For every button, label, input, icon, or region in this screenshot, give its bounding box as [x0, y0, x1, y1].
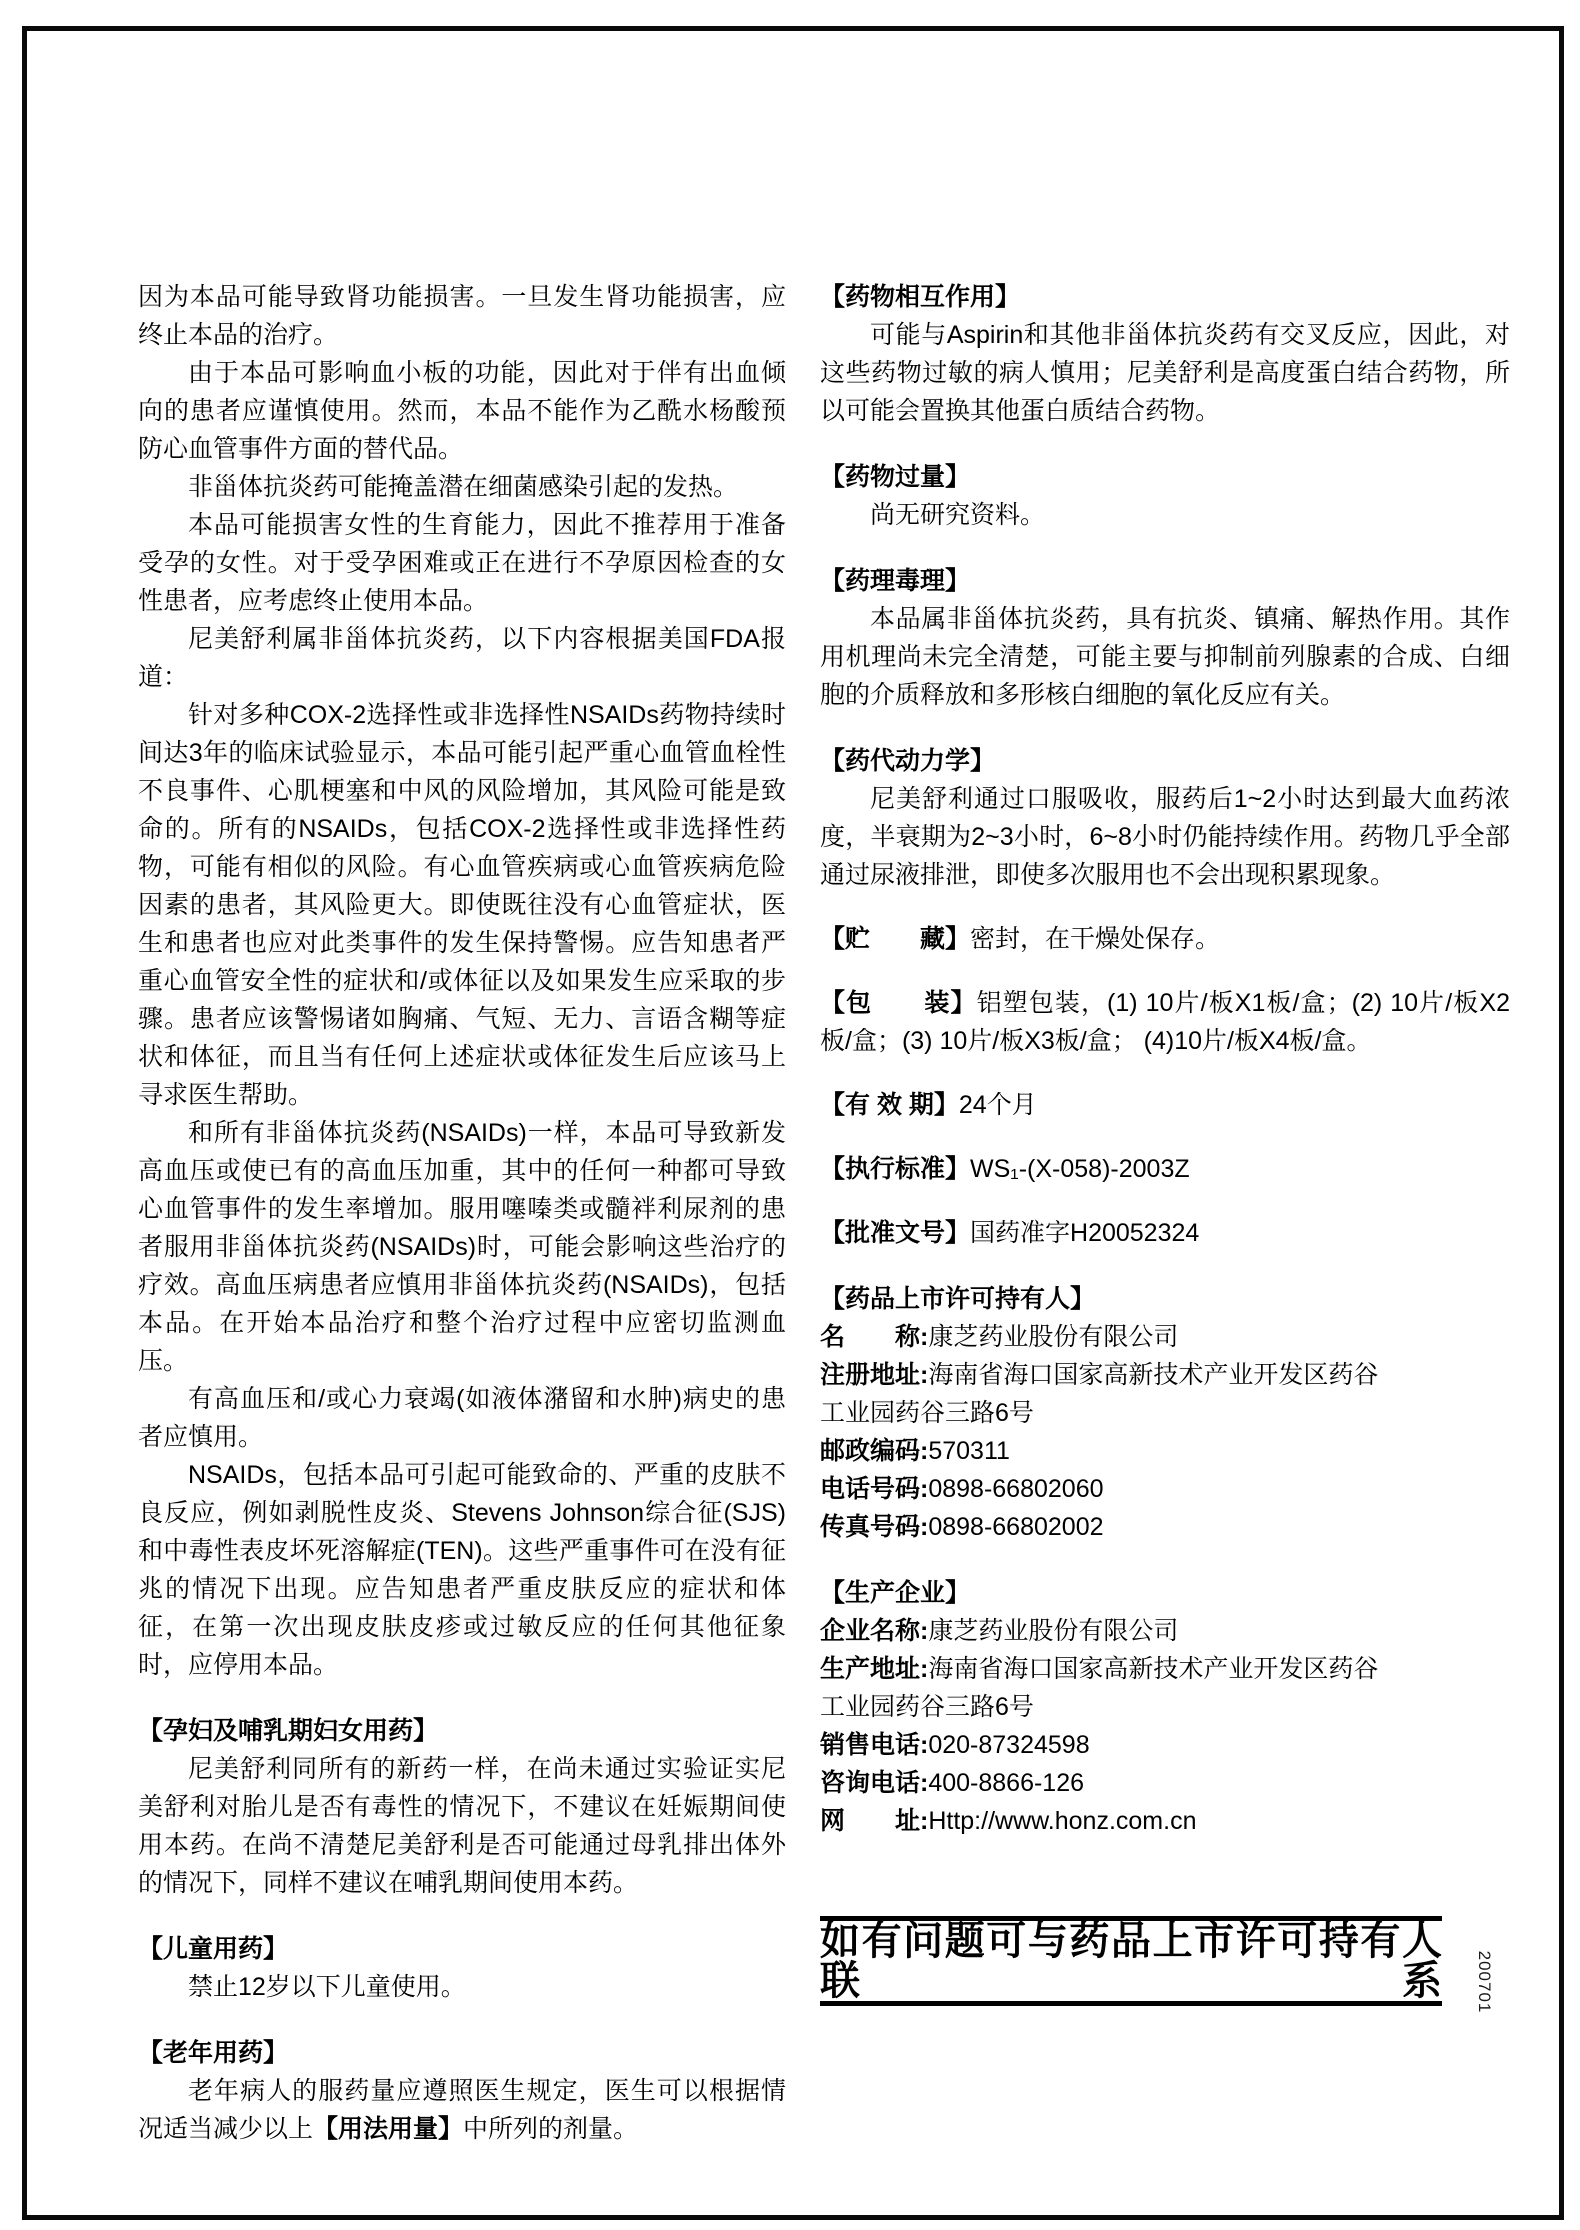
text-run: 本品可能损害女性的生育能力，因此不推荐用于准备受孕的女性。对于受孕困难或正在进行不孕原因检查的女性患者，应考虑终止使用本品。	[138, 511, 786, 615]
print-version-code: 200701	[1475, 1950, 1494, 2014]
paragraph	[138, 1114, 786, 1380]
paragraph	[820, 1214, 1510, 1252]
paragraph	[138, 620, 786, 696]
paragraph	[820, 1150, 1510, 1188]
text-run: 老年病人的服药量应遵照医生规定，医生可以根据情况适当减少以上	[138, 2077, 786, 2143]
text-run: 尼美舒利通过口服吸收，服药后1~2小时达到最大血药浓度，半衰期为2~3小时，6~8小时仍能持续作用。药物几乎全部通过尿液排泄，即使多次服用也不会出现积累现象。	[820, 785, 1510, 889]
paragraph	[820, 1086, 1510, 1124]
text-run: 康芝药业股份有限公司	[928, 1617, 1179, 1645]
text-run: 铝塑包装，(1) 10片/板X1板/盒；(2) 10片/板X2板/盒；(3) 10片/板X3板/盒； (4)10片/板X4板/盒。	[820, 989, 1510, 1055]
text-run: 针对多种COX-2选择性或非选择性NSAIDs药物持续时间达3年的临床试验显示，本品可能引起严重心血管血栓性不良事件、心肌梗塞和中风的风险增加，其风险可能是致命的。所有的NSAIDs，包括COX-2选择性或非选择性药物，可能有相似的风险。有心血管疾病或心血管疾病危险因素的患者，其风险更大。即使既往没有心血管症状，医生和患者也应对此类事件的发生保持警惕。应告知患者严重心血管安全性的症状和/或体征以及如果发生应采取的步骤。患者应该警惕诸如胸痛、气短、无力、言语含糊等症状和体征，而且当有任何上述症状或体征发生后应该马上寻求医生帮助。	[138, 701, 786, 1109]
text-run: WS₁-(X-058)-2003Z	[970, 1155, 1190, 1183]
section-header: 【药理毒理】	[820, 567, 971, 595]
paragraph	[820, 1650, 1510, 1688]
text-run: 康芝药业股份有限公司	[928, 1323, 1179, 1351]
text-run: 020-87324598	[928, 1731, 1090, 1759]
paragraph	[820, 1432, 1510, 1470]
section-header: 【生产企业】	[820, 1579, 971, 1607]
text-run: 24个月	[958, 1091, 1037, 1119]
paragraph	[820, 1688, 1510, 1726]
text-run: Http://www.honz.com.cn	[928, 1807, 1197, 1835]
text-run: 工业园药谷三路6号	[820, 1693, 1034, 1721]
contact-notice-text: 如有问题可与药品上市许可持有人联系	[820, 1919, 1442, 2003]
bold-label-run: 【包 装】	[820, 989, 977, 1017]
text-run: 0898-66802060	[928, 1475, 1104, 1503]
text-run: 400-8866-126	[928, 1769, 1085, 1797]
contact-notice-banner	[820, 1916, 1442, 2006]
bold-label-run: 咨询电话:	[820, 1769, 929, 1797]
paragraph	[820, 316, 1510, 430]
paragraph	[820, 1612, 1510, 1650]
text-run: 尼美舒利属非甾体抗炎药，以下内容根据美国FDA报道：	[138, 625, 786, 691]
text-run: 工业园药谷三路6号	[820, 1399, 1034, 1427]
bold-label-run: 【执行标准】	[820, 1155, 971, 1183]
text-run: 密封，在干燥处保存。	[970, 925, 1221, 953]
text-run: 本品属非甾体抗炎药，具有抗炎、镇痛、解热作用。其作用机理尚未完全清楚，可能主要与抑制前列腺素的合成、白细胞的介质释放和多形核白细胞的氧化反应有关。	[820, 605, 1510, 709]
paragraph	[138, 1456, 786, 1684]
paragraph	[138, 468, 786, 506]
bold-label-run: 名 称:	[820, 1323, 929, 1351]
paragraph	[820, 780, 1510, 894]
text-run: 海南省海口国家高新技术产业开发区药谷	[928, 1655, 1379, 1683]
text-run: 570311	[928, 1437, 1010, 1465]
section-header: 【药代动力学】	[820, 747, 996, 775]
text-run: 和所有非甾体抗炎药(NSAIDs)一样，本品可导致新发高血压或使已有的高血压加重，其中的任何一种都可导致心血管事件的发生率增加。服用噻嗪类或髓袢利尿剂的患者服用非甾体抗炎药(NSAIDs)时，可能会影响这些治疗的疗效。高血压病患者应慎用非甾体抗炎药(NSAIDs)，包括本品。在开始本品治疗和整个治疗过程中应密切监测血压。	[138, 1119, 786, 1375]
paragraph	[820, 1356, 1510, 1394]
bold-label-run: 传真号码:	[820, 1513, 929, 1541]
paragraph	[820, 984, 1510, 1060]
paragraph	[138, 1380, 786, 1456]
text-run: 有高血压和/或心力衰竭(如液体潴留和水肿)病史的患者应慎用。	[138, 1385, 786, 1451]
text-run: 尚无研究资料。	[870, 501, 1046, 529]
paragraph	[138, 696, 786, 1114]
text-run: 由于本品可影响血小板的功能，因此对于伴有出血倾向的患者应谨慎使用。然而，本品不能作为乙酰水杨酸预防心血管事件方面的替代品。	[138, 359, 786, 463]
section-header: 【孕妇及哺乳期妇女用药】	[138, 1717, 439, 1745]
bold-label-run: 电话号码:	[820, 1475, 929, 1503]
paragraph	[138, 278, 786, 354]
section-header: 【儿童用药】	[138, 1935, 289, 1963]
paragraph	[138, 1968, 786, 2006]
bold-label-run: 注册地址:	[820, 1361, 929, 1389]
paragraph	[820, 1508, 1510, 1546]
paragraph	[820, 1318, 1510, 1356]
paragraph	[820, 600, 1510, 714]
text-run: 国药准字H20052324	[970, 1219, 1200, 1247]
text-run: 海南省海口国家高新技术产业开发区药谷	[928, 1361, 1379, 1389]
paragraph	[820, 1470, 1510, 1508]
right-column	[820, 278, 1510, 1840]
section-header: 【药物相互作用】	[820, 283, 1021, 311]
paragraph	[820, 1394, 1510, 1432]
paragraph	[820, 1726, 1510, 1764]
paragraph	[820, 920, 1510, 958]
section-header: 【老年用药】	[138, 2039, 289, 2067]
paragraph	[820, 496, 1510, 534]
bold-label-run: 销售电话:	[820, 1731, 929, 1759]
bold-label-run: 【用法用量】	[313, 2115, 464, 2143]
bold-label-run: 【批准文号】	[820, 1219, 971, 1247]
paragraph	[138, 506, 786, 620]
bold-label-run: 【有 效 期】	[820, 1091, 959, 1119]
text-run: 因为本品可能导致肾功能损害。一旦发生肾功能损害，应终止本品的治疗。	[138, 283, 786, 349]
paragraph	[138, 1750, 786, 1902]
paragraph	[138, 2072, 786, 2148]
paragraph	[138, 354, 786, 468]
bold-label-run: 企业名称:	[820, 1617, 929, 1645]
paragraph	[820, 1802, 1510, 1840]
section-header: 【药物过量】	[820, 463, 971, 491]
bold-label-run: 邮政编码:	[820, 1437, 929, 1465]
text-run: NSAIDs，包括本品可引起可能致命的、严重的皮肤不良反应，例如剥脱性皮炎、Stevens Johnson综合征(SJS)和中毒性表皮坏死溶解症(TEN)。这些严重事件可在没有征兆的情况下出现。应告知患者严重皮肤反应的症状和体征，在第一次出现皮肤皮疹或过敏反应的任何其他征象时，应停用本品。	[138, 1461, 786, 1679]
bold-label-run: 【贮 藏】	[820, 925, 971, 953]
text-run: 中所列的剂量。	[463, 2115, 639, 2143]
bold-label-run: 网 址:	[820, 1807, 929, 1835]
left-column	[138, 278, 786, 2148]
text-run: 可能与Aspirin和其他非甾体抗炎药有交叉反应，因此，对这些药物过敏的病人慎用；尼美舒利是高度蛋白结合药物，所以可能会置换其他蛋白质结合药物。	[820, 321, 1510, 425]
text-run: 非甾体抗炎药可能掩盖潜在细菌感染引起的发热。	[188, 473, 739, 501]
paragraph	[820, 1764, 1510, 1802]
text-run: 禁止12岁以下儿童使用。	[188, 1973, 466, 2001]
text-run: 0898-66802002	[928, 1513, 1104, 1541]
section-header: 【药品上市许可持有人】	[820, 1285, 1096, 1313]
text-run: 尼美舒利同所有的新药一样，在尚未通过实验证实尼美舒利对胎儿是否有毒性的情况下，不建议在妊娠期间使用本药。在尚不清楚尼美舒利是否可能通过母乳排出体外的情况下，同样不建议在哺乳期间使用本药。	[138, 1755, 786, 1897]
bold-label-run: 生产地址:	[820, 1655, 929, 1683]
